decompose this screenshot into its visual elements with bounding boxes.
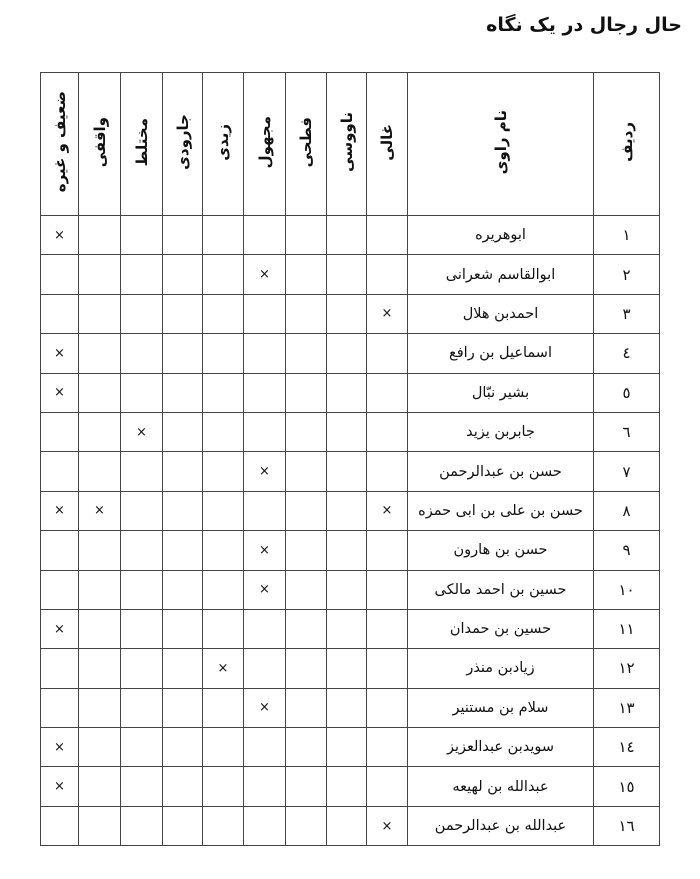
cell-col-zaydi	[203, 452, 244, 491]
cell-col-waqifi	[79, 806, 121, 845]
cell-col-waqifi	[79, 728, 121, 767]
cell-row-number: ٨	[594, 491, 660, 530]
cell-col-nawusi	[327, 491, 367, 530]
table-row	[41, 491, 660, 530]
header-col-row-number	[594, 73, 660, 216]
cell-col-ghali	[367, 216, 408, 255]
cell-col-nawusi	[327, 255, 367, 294]
header-row	[41, 73, 660, 216]
table-row	[41, 373, 660, 412]
cell-col-mukhtalit	[121, 570, 163, 609]
cell-row-number: ٣	[594, 294, 660, 333]
cell-col-majhul	[244, 806, 286, 845]
cell-col-mukhtalit	[121, 294, 163, 333]
cell-col-majhul: ×	[244, 255, 286, 294]
header-col-nawusi	[327, 73, 367, 216]
cell-row-number: ٢	[594, 255, 660, 294]
cell-col-waqifi	[79, 609, 121, 648]
cell-col-weak	[41, 452, 79, 491]
cell-col-weak: ×	[41, 728, 79, 767]
header-label: فطحی	[297, 116, 315, 168]
cell-col-majhul	[244, 412, 286, 451]
header-label: مختلط	[132, 117, 151, 167]
cell-col-waqifi	[79, 570, 121, 609]
table-row	[41, 294, 660, 333]
cell-row-number: ١٣	[594, 688, 660, 727]
header-col-jarudi	[163, 73, 203, 216]
cell-col-nawusi	[327, 294, 367, 333]
cell-col-waqifi	[79, 412, 121, 451]
cell-narrator-name: حسن بن هارون	[408, 531, 594, 570]
header-label: زیدی	[214, 123, 232, 161]
cell-col-fathi	[286, 767, 327, 806]
cell-col-mukhtalit	[121, 334, 163, 373]
cell-col-fathi	[286, 452, 327, 491]
cell-col-ghali: ×	[367, 806, 408, 845]
header-label: ناووسی	[337, 112, 356, 172]
cell-col-majhul	[244, 334, 286, 373]
cell-col-nawusi	[327, 334, 367, 373]
cell-narrator-name: ابوالقاسم شعرانی	[408, 255, 594, 294]
cell-col-waqifi	[79, 452, 121, 491]
cell-row-number: ٦	[594, 412, 660, 451]
cell-col-fathi	[286, 649, 327, 688]
cell-col-zaydi	[203, 255, 244, 294]
cell-narrator-name: سلام بن مستنیر	[408, 688, 594, 727]
cell-narrator-name: زیادبن منذر	[408, 649, 594, 688]
table-row	[41, 452, 660, 491]
cell-col-jarudi	[163, 373, 203, 412]
narrators-table	[40, 72, 660, 846]
header-label: ضعیف و غیره	[50, 91, 69, 193]
cell-col-waqifi	[79, 373, 121, 412]
table-body	[41, 216, 660, 846]
table-row	[41, 531, 660, 570]
cell-col-jarudi	[163, 806, 203, 845]
cell-col-weak	[41, 531, 79, 570]
cell-col-mukhtalit	[121, 452, 163, 491]
cell-col-majhul	[244, 767, 286, 806]
cell-col-weak: ×	[41, 491, 79, 530]
cell-col-jarudi	[163, 294, 203, 333]
header-col-zaydi	[203, 73, 244, 216]
cell-row-number: ٤	[594, 334, 660, 373]
cell-col-weak	[41, 649, 79, 688]
header-label: واقفی	[90, 116, 109, 168]
cell-row-number: ٩	[594, 531, 660, 570]
cell-col-waqifi	[79, 767, 121, 806]
cell-col-zaydi: ×	[203, 649, 244, 688]
cell-col-mukhtalit	[121, 767, 163, 806]
table-row	[41, 649, 660, 688]
cell-narrator-name: ابوهریره	[408, 216, 594, 255]
cell-row-number: ١١	[594, 609, 660, 648]
cell-col-zaydi	[203, 767, 244, 806]
cell-col-mukhtalit	[121, 609, 163, 648]
cell-col-nawusi	[327, 806, 367, 845]
cell-col-nawusi	[327, 728, 367, 767]
cell-col-waqifi: ×	[79, 491, 121, 530]
cell-col-zaydi	[203, 373, 244, 412]
cell-col-ghali	[367, 452, 408, 491]
cell-col-ghali	[367, 767, 408, 806]
table-row	[41, 334, 660, 373]
cell-col-fathi	[286, 373, 327, 412]
cell-col-weak: ×	[41, 216, 79, 255]
cell-col-waqifi	[79, 255, 121, 294]
cell-col-nawusi	[327, 216, 367, 255]
cell-col-ghali	[367, 531, 408, 570]
page-title: حال رجال در یک نگاه	[486, 14, 682, 36]
cell-col-weak	[41, 294, 79, 333]
cell-col-jarudi	[163, 688, 203, 727]
cell-col-jarudi	[163, 412, 203, 451]
cell-col-majhul: ×	[244, 531, 286, 570]
cell-col-zaydi	[203, 412, 244, 451]
cell-col-majhul: ×	[244, 570, 286, 609]
header-label: ردیف	[617, 122, 636, 162]
header-col-fathi	[286, 73, 327, 216]
table-row	[41, 767, 660, 806]
cell-col-zaydi	[203, 334, 244, 373]
cell-col-ghali	[367, 412, 408, 451]
table-row	[41, 806, 660, 845]
cell-col-majhul: ×	[244, 688, 286, 727]
cell-col-majhul	[244, 373, 286, 412]
cell-col-weak: ×	[41, 334, 79, 373]
cell-col-nawusi	[327, 609, 367, 648]
cell-col-fathi	[286, 412, 327, 451]
cell-col-fathi	[286, 255, 327, 294]
cell-col-jarudi	[163, 216, 203, 255]
cell-col-mukhtalit	[121, 255, 163, 294]
cell-col-fathi	[286, 294, 327, 333]
table-row	[41, 255, 660, 294]
cell-col-nawusi	[327, 688, 367, 727]
cell-narrator-name: حسن بن علی بن ابی حمزه	[408, 491, 594, 530]
cell-col-nawusi	[327, 649, 367, 688]
cell-col-majhul	[244, 491, 286, 530]
cell-col-jarudi	[163, 452, 203, 491]
cell-col-jarudi	[163, 570, 203, 609]
table-row	[41, 412, 660, 451]
cell-row-number: ٥	[594, 373, 660, 412]
cell-col-waqifi	[79, 294, 121, 333]
cell-col-weak	[41, 255, 79, 294]
header-col-weak	[41, 73, 79, 216]
header-label: جارودی	[173, 114, 192, 170]
header-col-mukhtalit	[121, 73, 163, 216]
cell-row-number: ١٤	[594, 728, 660, 767]
cell-narrator-name: جابربن یزید	[408, 412, 594, 451]
cell-col-ghali	[367, 255, 408, 294]
cell-narrator-name: اسماعیل بن رافع	[408, 334, 594, 373]
cell-col-jarudi	[163, 728, 203, 767]
cell-col-mukhtalit	[121, 491, 163, 530]
cell-col-waqifi	[79, 688, 121, 727]
cell-col-ghali	[367, 649, 408, 688]
table-row	[41, 216, 660, 255]
cell-col-jarudi	[163, 334, 203, 373]
cell-narrator-name: بشیر نبّال	[408, 373, 594, 412]
cell-col-weak: ×	[41, 767, 79, 806]
cell-col-waqifi	[79, 334, 121, 373]
cell-col-waqifi	[79, 216, 121, 255]
cell-col-fathi	[286, 491, 327, 530]
cell-col-zaydi	[203, 570, 244, 609]
cell-col-majhul	[244, 216, 286, 255]
cell-col-zaydi	[203, 294, 244, 333]
cell-col-fathi	[286, 688, 327, 727]
cell-narrator-name: سویدبن عبدالعزیز	[408, 728, 594, 767]
cell-col-fathi	[286, 570, 327, 609]
cell-col-majhul	[244, 609, 286, 648]
cell-col-ghali	[367, 334, 408, 373]
cell-col-fathi	[286, 531, 327, 570]
cell-col-mukhtalit	[121, 531, 163, 570]
cell-col-ghali	[367, 728, 408, 767]
table-row	[41, 728, 660, 767]
cell-col-waqifi	[79, 649, 121, 688]
cell-col-weak: ×	[41, 373, 79, 412]
cell-col-mukhtalit	[121, 688, 163, 727]
cell-row-number: ١٦	[594, 806, 660, 845]
cell-col-majhul: ×	[244, 452, 286, 491]
cell-col-majhul	[244, 294, 286, 333]
cell-col-nawusi	[327, 570, 367, 609]
cell-col-weak	[41, 412, 79, 451]
cell-col-jarudi	[163, 491, 203, 530]
cell-col-nawusi	[327, 767, 367, 806]
cell-col-mukhtalit: ×	[121, 412, 163, 451]
cell-col-zaydi	[203, 688, 244, 727]
cell-col-nawusi	[327, 412, 367, 451]
cell-col-mukhtalit	[121, 806, 163, 845]
cell-row-number: ١٠	[594, 570, 660, 609]
cell-col-fathi	[286, 609, 327, 648]
cell-row-number: ١٢	[594, 649, 660, 688]
cell-narrator-name: عبدالله بن عبدالرحمن	[408, 806, 594, 845]
cell-narrator-name: حسین بن احمد مالکی	[408, 570, 594, 609]
cell-col-mukhtalit	[121, 649, 163, 688]
cell-col-zaydi	[203, 491, 244, 530]
cell-col-mukhtalit	[121, 216, 163, 255]
header-col-majhul	[244, 73, 286, 216]
cell-col-majhul	[244, 728, 286, 767]
cell-col-fathi	[286, 806, 327, 845]
cell-col-fathi	[286, 334, 327, 373]
cell-col-fathi	[286, 216, 327, 255]
cell-col-weak: ×	[41, 609, 79, 648]
cell-col-weak	[41, 806, 79, 845]
cell-col-zaydi	[203, 609, 244, 648]
cell-narrator-name: حسن بن عبدالرحمن	[408, 452, 594, 491]
cell-col-ghali	[367, 373, 408, 412]
cell-col-weak	[41, 688, 79, 727]
cell-col-jarudi	[163, 609, 203, 648]
cell-col-majhul	[244, 649, 286, 688]
header-label: نام راوی	[491, 109, 510, 175]
header-col-waqifi	[79, 73, 121, 216]
cell-row-number: ١	[594, 216, 660, 255]
header-label: مجهول	[255, 115, 274, 169]
cell-col-jarudi	[163, 531, 203, 570]
table-row	[41, 688, 660, 727]
cell-row-number: ١٥	[594, 767, 660, 806]
cell-narrator-name: حسین بن حمدان	[408, 609, 594, 648]
cell-row-number: ٧	[594, 452, 660, 491]
cell-narrator-name: احمدبن هلال	[408, 294, 594, 333]
cell-col-weak	[41, 570, 79, 609]
cell-col-nawusi	[327, 531, 367, 570]
cell-col-mukhtalit	[121, 373, 163, 412]
cell-col-waqifi	[79, 531, 121, 570]
cell-col-ghali	[367, 570, 408, 609]
cell-col-ghali: ×	[367, 491, 408, 530]
table-row	[41, 570, 660, 609]
cell-col-ghali: ×	[367, 294, 408, 333]
cell-col-ghali	[367, 688, 408, 727]
cell-col-zaydi	[203, 728, 244, 767]
cell-col-mukhtalit	[121, 728, 163, 767]
header-col-ghali	[367, 73, 408, 216]
cell-col-jarudi	[163, 767, 203, 806]
table-row	[41, 609, 660, 648]
cell-col-zaydi	[203, 531, 244, 570]
cell-narrator-name: عبدالله بن لهیعه	[408, 767, 594, 806]
cell-col-nawusi	[327, 373, 367, 412]
cell-col-fathi	[286, 728, 327, 767]
cell-col-zaydi	[203, 216, 244, 255]
cell-col-jarudi	[163, 649, 203, 688]
header-label: غالی	[378, 123, 396, 161]
cell-col-nawusi	[327, 452, 367, 491]
cell-col-zaydi	[203, 806, 244, 845]
header-col-narrator-name	[408, 73, 594, 216]
cell-col-ghali	[367, 609, 408, 648]
cell-col-jarudi	[163, 255, 203, 294]
